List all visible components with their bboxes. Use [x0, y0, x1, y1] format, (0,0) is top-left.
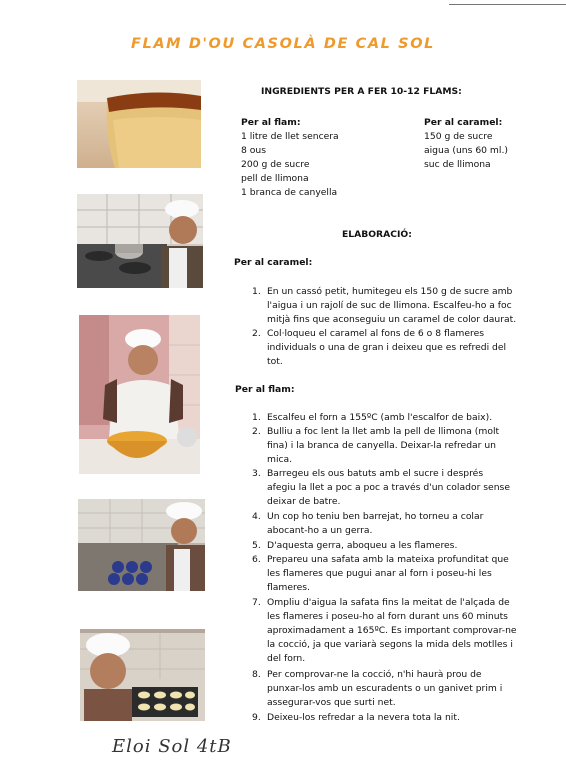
- step-line: fina) i la branca de canyella. Deixar-la refredar un: [267, 440, 497, 451]
- step-line: mitjà fins que aconseguiu un caramel de color daurat.: [267, 314, 517, 325]
- flam-ingredient-item: 200 g de sucre: [241, 159, 310, 170]
- step-line: Deixeu-los refredar a la nevera tota la nit.: [267, 712, 460, 723]
- elaboracio-heading: ELABORACIÓ:: [342, 229, 412, 240]
- step-line: Escalfeu el forn a 155ºC (amb l'escalfor de baix).: [267, 412, 493, 423]
- step-line: assegurar-vos que surti net.: [267, 697, 396, 708]
- step-line: les flameres que pugui anar al forn i poseu-hi les: [267, 568, 492, 579]
- caramel-section-label: Per al caramel:: [234, 257, 313, 268]
- step-line: Un cop ho teniu ben barrejat, ho torneu a colar: [267, 511, 484, 522]
- ingredients-heading: INGREDIENTS PER A FER 10-12 FLAMS:: [261, 86, 462, 97]
- step-number: 6.: [252, 554, 261, 565]
- step-line: tot.: [267, 356, 283, 367]
- step-number: 4.: [252, 511, 261, 522]
- step-line: afegiu la llet a poc a poc a través d'un colador sense: [267, 482, 510, 493]
- flan-photo: [77, 80, 201, 168]
- step-line: del forn.: [267, 653, 306, 664]
- flam-ingredients-label: Per al flam:: [241, 117, 301, 128]
- step-line: Col·loqueu el caramel al fons de 6 o 8 flameres: [267, 328, 485, 339]
- step-line: individuals o una de gran i deixeu que es refredi del: [267, 342, 507, 353]
- boy-whisking-photo: [79, 315, 200, 474]
- caramel-ingredient-item: suc de llimona: [424, 159, 491, 170]
- flam-ingredient-item: 8 ous: [241, 145, 266, 156]
- step-number: 2.: [252, 328, 261, 339]
- step-line: Ompliu d'aigua la safata fins la meitat de l'alçada de: [267, 597, 510, 608]
- step-line: abocant-ho a un gerra.: [267, 525, 373, 536]
- recipe-title: FLAM D'OU CASOLÀ DE CAL SOL: [131, 36, 435, 52]
- filling-flameres-photo: [78, 499, 205, 591]
- step-line: Prepareu una safata amb la mateixa profunditat que: [267, 554, 509, 565]
- step-line: punxar-los amb un escuradents o un ganivet prim i: [267, 683, 503, 694]
- step-line: En un cassó petit, humitegeu els 150 g de sucre amb: [267, 286, 513, 297]
- flam-ingredient-item: pell de llimona: [241, 173, 309, 184]
- step-line: mica.: [267, 454, 293, 465]
- step-number: 5.: [252, 540, 261, 551]
- handwritten-signature: Eloi Sol 4tB: [112, 736, 232, 757]
- step-line: aproximadament a 165ºC. Es important comprovar-ne: [267, 625, 517, 636]
- caramel-ingredient-item: aigua (uns 60 ml.): [424, 145, 508, 156]
- step-line: les flameres i poseu-ho al forn durant uns 60 minuts: [267, 611, 508, 622]
- step-number: 2.: [252, 426, 261, 437]
- flam-ingredient-item: 1 branca de canyella: [241, 187, 338, 198]
- step-line: deixar de batre.: [267, 496, 341, 507]
- step-line: l'aigua i un rajolí de suc de llimona. Escalfeu-ho a foc: [267, 300, 512, 311]
- step-number: 1.: [252, 412, 261, 423]
- top-rule: [449, 4, 566, 5]
- step-line: la cocció, ja que variarà segons la mida dels motlles i: [267, 639, 513, 650]
- step-number: 8.: [252, 669, 261, 680]
- step-line: D'aquesta gerra, aboqueu a les flameres.: [267, 540, 458, 551]
- caramel-ingredients-label: Per al caramel:: [424, 117, 503, 128]
- step-number: 7.: [252, 597, 261, 608]
- boy-at-stove-photo: [77, 194, 203, 288]
- step-number: 3.: [252, 468, 261, 479]
- step-number: 9.: [252, 712, 261, 723]
- step-number: 1.: [252, 286, 261, 297]
- flam-section-label: Per al flam:: [235, 384, 295, 395]
- boy-with-tray-photo: [80, 629, 205, 721]
- step-line: Bulliu a foc lent la llet amb la pell de llimona (molt: [267, 426, 500, 437]
- step-line: Barregeu els ous batuts amb el sucre i després: [267, 468, 484, 479]
- caramel-ingredient-item: 150 g de sucre: [424, 131, 493, 142]
- step-line: Per comprovar-ne la cocció, n'hi haurà prou de: [267, 669, 482, 680]
- flam-ingredient-item: 1 litre de llet sencera: [241, 131, 339, 142]
- step-line: flameres.: [267, 582, 310, 593]
